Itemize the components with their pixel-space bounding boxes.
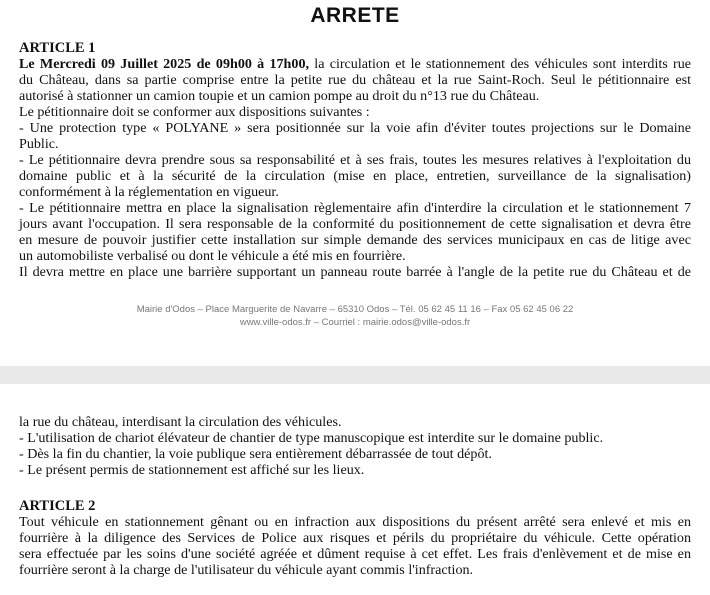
continuation-line: la rue du château, interdisant la circulation des véhicules. [19,414,342,430]
footer-address: Mairie d'Odos – Place Marguerite de Navarre – 65310 Odos – Tél. 05 62 45 11 16 – Fax 05 62 45 06 22 [136,304,574,315]
article-1 [19,40,691,280]
article-1-line: Public. [19,136,59,152]
article-1-line: Le pétitionnaire doit se conformer aux dispositions suivantes : [19,104,370,120]
article-1-line: domaine public et à la sécurité de la circulation (mise en place, entretien, surveillance de la signalisation) [19,168,691,184]
footer-contact: www.ville-odos.fr – Courriel : mairie.odos@ville-odos.fr [239,317,471,328]
article-1-line: - Le pétitionnaire mettra en place la signalisation règlementaire afin d'interdire la circulation et le stationnement 7 [19,200,691,216]
article-1-date: Le Mercredi 09 Juillet 2025 de 09h00 à 17h00, [19,56,310,72]
article-2-line: sera effectuée par les soins d'une société agréée et dûment requise à cet effet. Les frais d'enlèvement et de mise en [19,546,691,562]
article-2-heading: ARTICLE 2 [19,498,96,514]
page-break-band [0,366,710,384]
page-two-section [0,384,710,595]
article-1-heading: ARTICLE 1 [19,40,96,56]
article-2-line: Tout véhicule en stationnement gênant ou en infraction aux dispositions du présent arrêté sera enlevé et mis en [19,514,691,530]
article-1-line: en mesure de pouvoir justifier cette installation sur simple demande des services municipaux en cas de litige avec [19,232,691,248]
article-1-line: jours avant l'occupation. Il sera responsable de la conformité du positionnement de cette signalisation et devra être [19,216,691,232]
continuation-line: - Dès la fin du chantier, la voie publique sera entièrement débarrassée de tout dépôt. [19,446,492,462]
continuation-line: - L'utilisation de chariot élévateur de chantier de type manuscopique est interdite sur le domaine public. [19,430,604,446]
article-1-line: - Une protection type « POLYANE » sera positionnée sur la voie afin d'éviter toutes projections sur le Domaine [19,120,691,136]
article-2 [19,498,691,578]
article-1-line: du Château, dans sa partie comprise entre la petite rue du château et la rue Saint-Roch. Seul le pétitionnaire est [19,72,691,88]
article-1-continuation [19,414,691,478]
article-1-line: conformément à la réglementation en vigueur. [19,184,279,200]
article-2-line: fourrière à la diligence des Services de Police aux risques et périls du propriétaire du véhicule. Cette opération [19,530,691,546]
continuation-line: - Le présent permis de stationnement est affiché sur les lieux. [19,462,365,478]
article-1-line-1 [19,56,691,72]
document-title: ARRETE [310,4,400,27]
article-1-line: un automobiliste verbalisé ou dont le véhicule a été mis en fourrière. [19,248,406,264]
article-1-line-1-rest: la circulation et le stationnement des véhicules sont interdits rue [309,56,692,72]
article-2-line: fourrière seront à la charge de l'utilisateur du véhicule ayant commis l'infraction. [19,562,474,578]
article-1-line: autorisé à stationner un camion toupie et un camion pompe au droit du n°13 rue du Château. [19,88,540,104]
article-1-line: - Le pétitionnaire devra prendre sous sa responsabilité et à ses frais, toutes les mesures relatives à l'exploitation du [19,152,691,168]
article-1-line: Il devra mettre en place une barrière supportant un panneau route barrée à l'angle de la petite rue du Château et de [19,264,691,280]
